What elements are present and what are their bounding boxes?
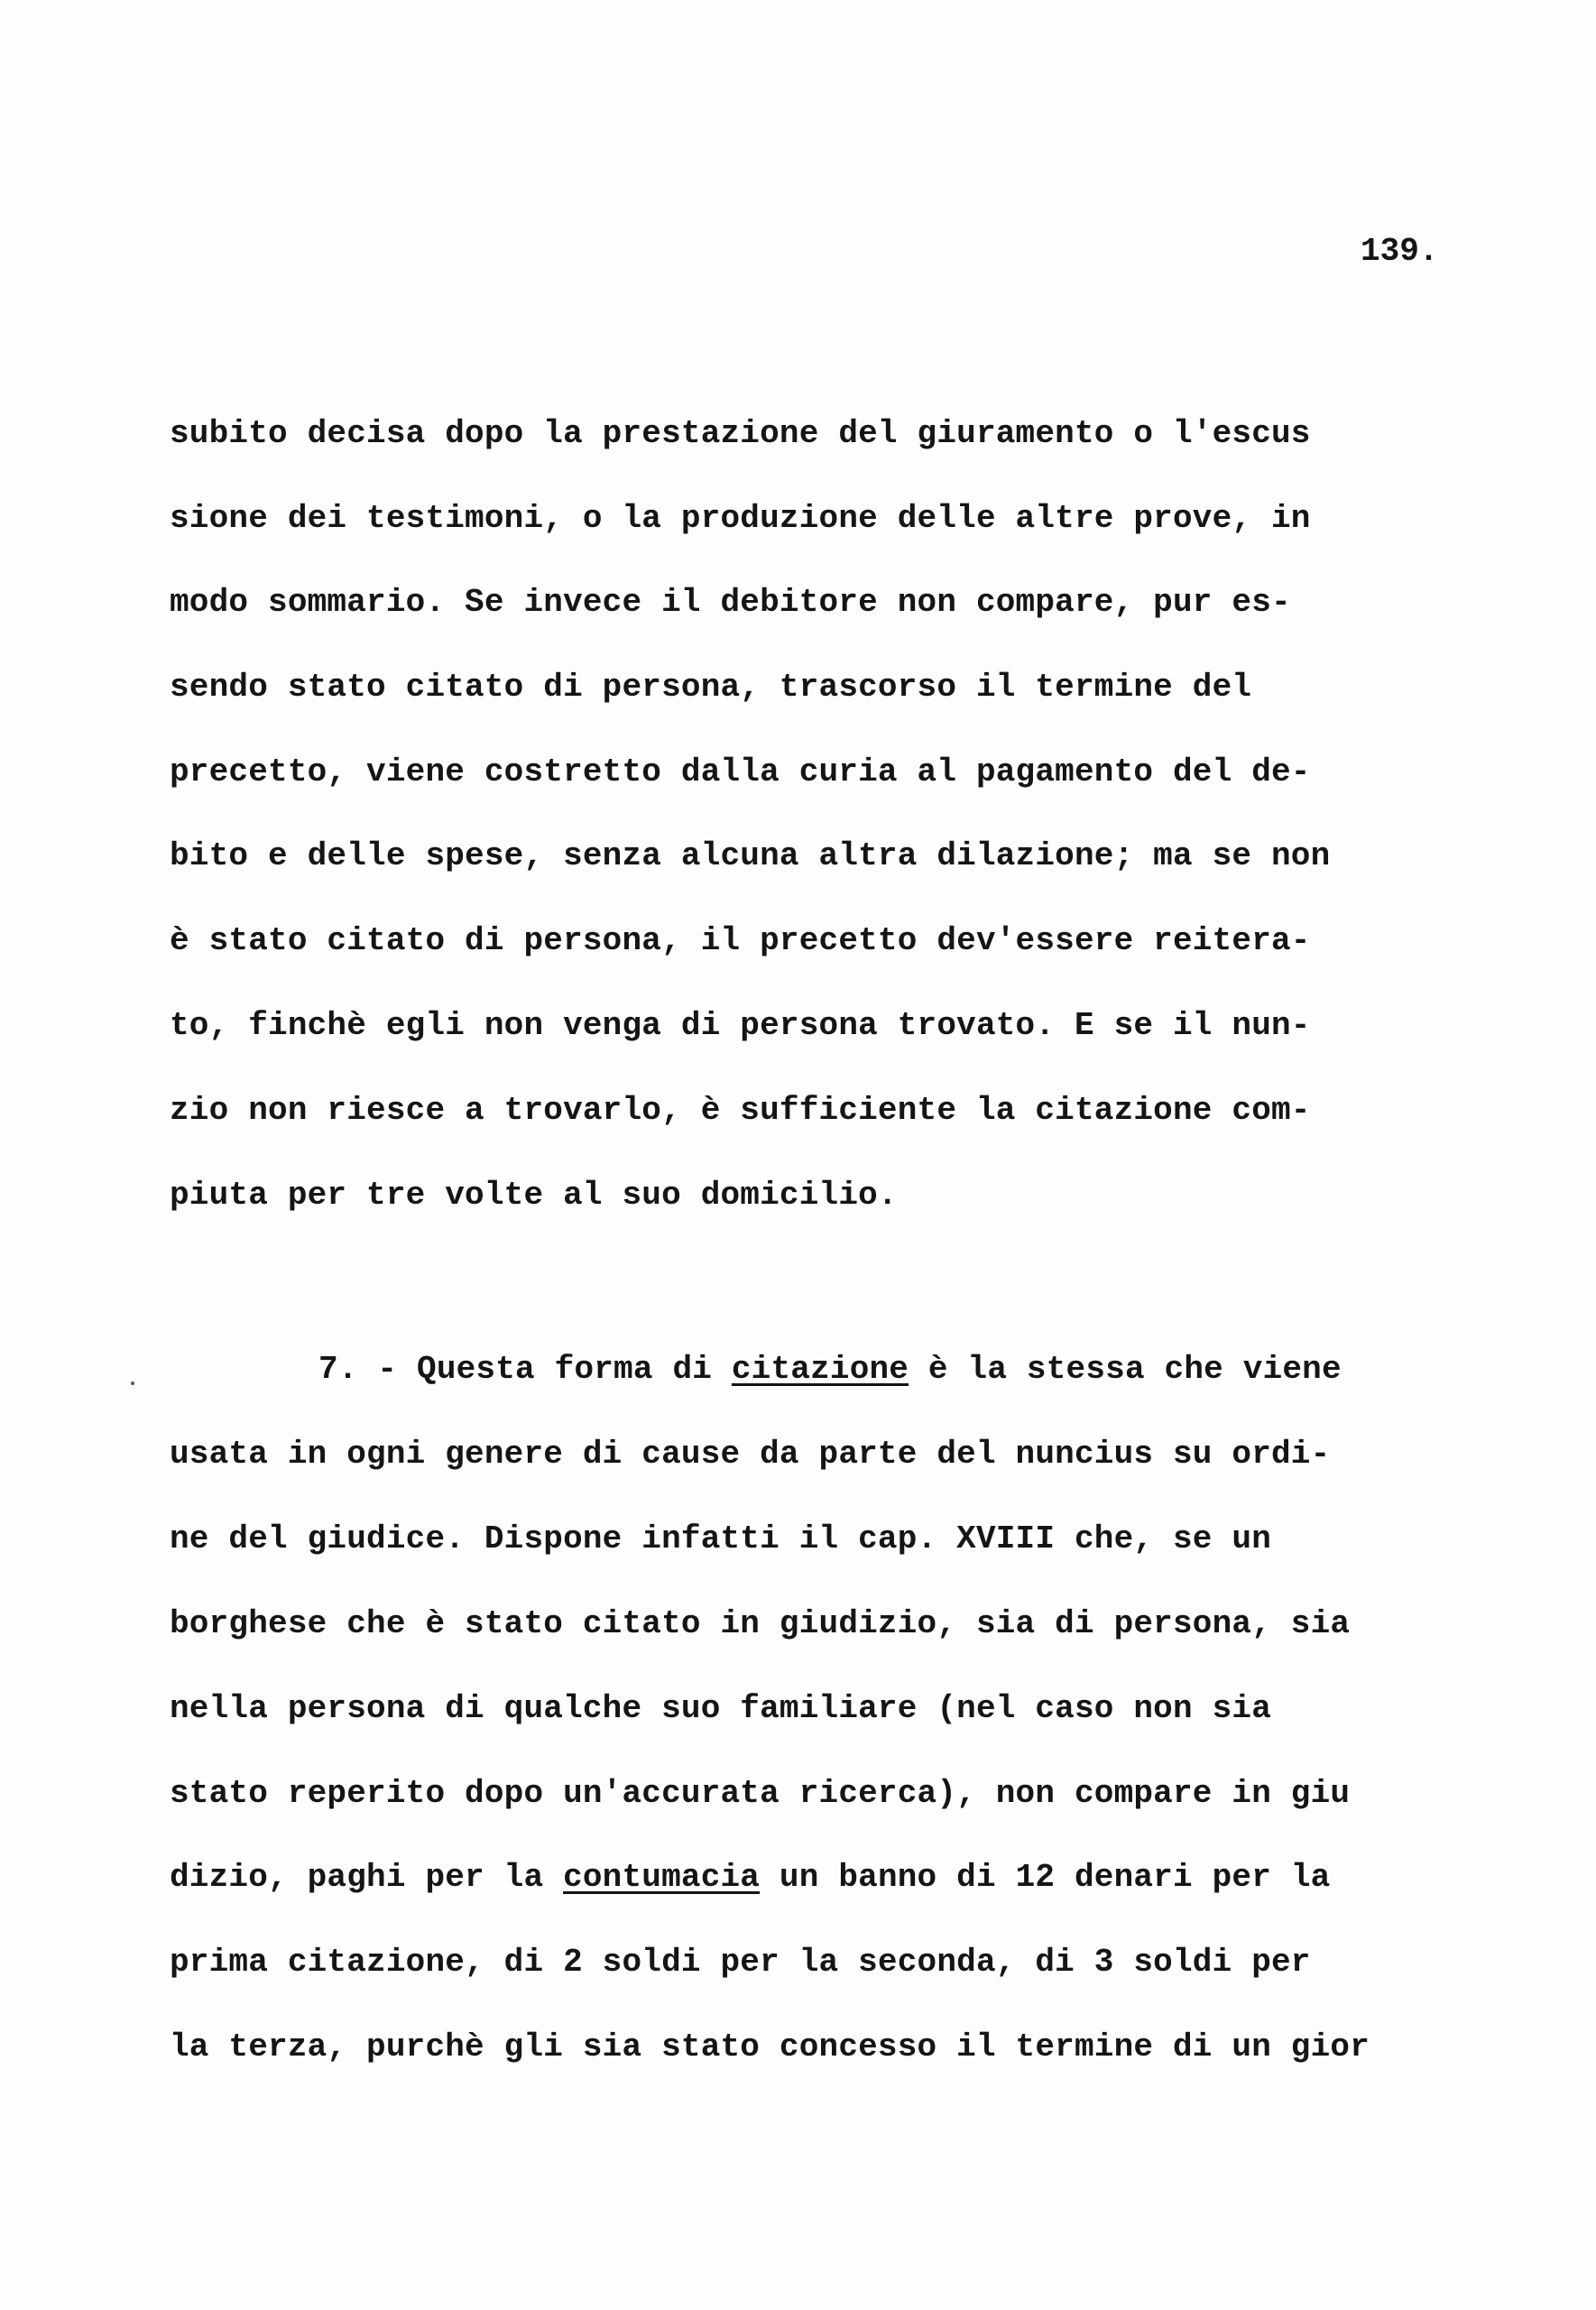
page-number: 139. [1361, 233, 1439, 270]
text-line: è stato citato di persona, il precetto dev'essere reitera- [170, 922, 1311, 959]
text-line [170, 1859, 1331, 1896]
text-line: stato reperito dopo un'accurata ricerca), non compare in giu [170, 1775, 1351, 1812]
text-segment: è la stessa che viene [909, 1351, 1342, 1388]
text-line: ne del giudice. Dispone infatti il cap. XVIII che, se un [170, 1520, 1271, 1557]
text-line: la terza, purchè gli sia stato concesso il termine di un gior [170, 2028, 1370, 2065]
text-line: bito e delle spese, senza alcuna altra dilazione; ma se non [170, 837, 1331, 874]
text-line: usata in ogni genere di cause da parte del nuncius su ordi- [170, 1436, 1331, 1473]
paper-speck [131, 1381, 134, 1385]
text-line: sione dei testimoni, o la produzione delle altre prove, in [170, 500, 1311, 537]
text-line: sendo stato citato di persona, trascorso il termine del [170, 669, 1252, 706]
text-line: piuta per tre volte al suo domicilio. [170, 1177, 898, 1214]
text-line: prima citazione, di 2 soldi per la seconda, di 3 soldi per [170, 1944, 1311, 1981]
text-line: to, finchè egli non venga di persona trovato. E se il nun- [170, 1007, 1311, 1044]
text-segment: un banno di 12 denari per la [760, 1859, 1331, 1896]
text-line [318, 1351, 1342, 1388]
text-line: modo sommario. Se invece il debitore non compare, pur es- [170, 584, 1291, 621]
underlined-term: citazione [731, 1351, 909, 1388]
text-line: borghese che è stato citato in giudizio, sia di persona, sia [170, 1605, 1351, 1642]
underlined-term: contumacia [563, 1859, 761, 1896]
text-segment: dizio, paghi per la [170, 1859, 564, 1896]
text-line: nella persona di qualche suo familiare (nel caso non sia [170, 1690, 1271, 1727]
text-line: precetto, viene costretto dalla curia al pagamento del de- [170, 753, 1311, 790]
text-segment: 7. - Questa forma di [318, 1351, 732, 1388]
text-line: subito decisa dopo la prestazione del giuramento o l'escus [170, 415, 1311, 452]
text-line: zio non riesce a trovarlo, è sufficiente la citazione com- [170, 1092, 1311, 1129]
